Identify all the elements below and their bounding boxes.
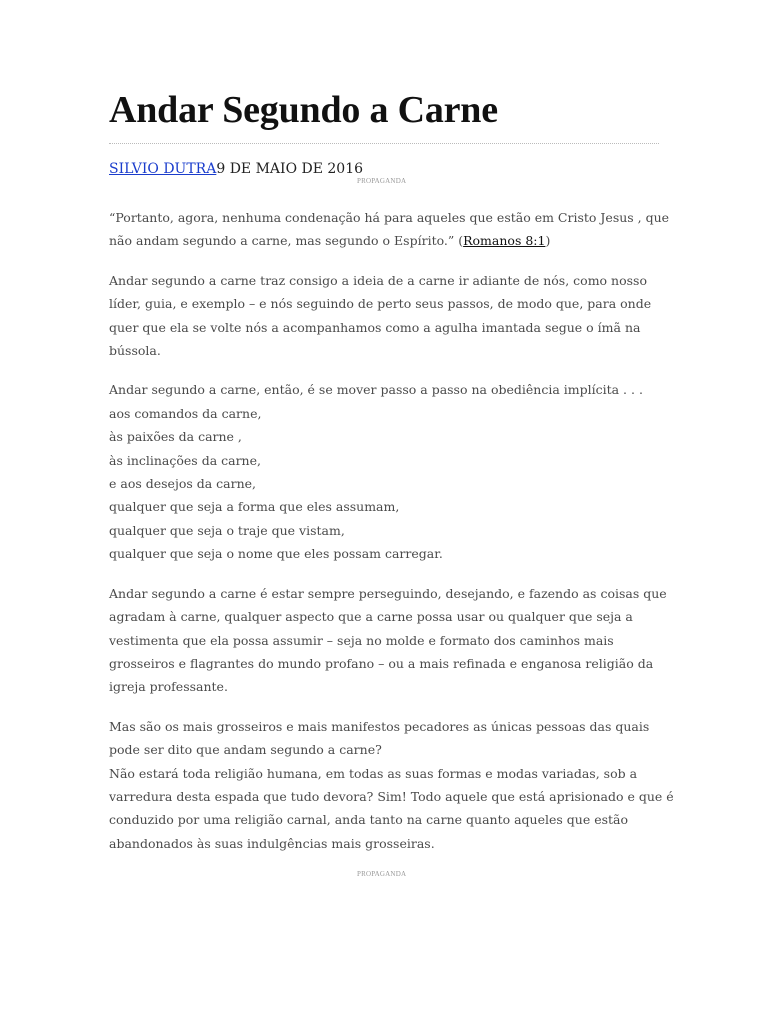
paragraph-4 bbox=[109, 582, 669, 699]
paragraph-line: Não estará toda religião humana, em todas as suas formas e modas variadas, sob a bbox=[109, 765, 638, 781]
paragraph-line: às inclinações da carne, bbox=[109, 452, 261, 468]
paragraph-line: “Portanto, agora, nenhuma condenação há para aqueles que estão em Cristo Jesus , que bbox=[109, 210, 670, 225]
paragraph-line: grosseiros e flagrantes do mundo profano – ou a mais refinada e enganosa religião da bbox=[109, 655, 654, 671]
article-title: Andar Segundo a Carne bbox=[109, 89, 498, 131]
paragraph-line: varredura desta espada que tudo devora? Sim! Todo aquele que está aprisionado e que é bbox=[109, 788, 674, 804]
paragraph-line: conduzido por uma religião carnal, anda tanto na carne quanto aqueles que estão bbox=[109, 812, 629, 828]
article-meta bbox=[109, 159, 363, 179]
paragraph-line: aos comandos da carne, bbox=[109, 405, 262, 421]
paragraph-line: pode ser dito que andam segundo a carne? bbox=[109, 742, 382, 758]
paragraph-line: Mas são os mais grosseiros e mais manifestos pecadores as únicas pessoas das quais bbox=[109, 718, 650, 734]
ad-label-top: PROPAGANDA bbox=[357, 177, 407, 185]
paragraph-line: abandonados às suas indulgências mais grosseiras. bbox=[109, 835, 435, 851]
quote-text: não andam segundo a carne, mas segundo o Espírito.” ( bbox=[109, 233, 464, 249]
paragraph-5 bbox=[109, 715, 674, 855]
paragraph-line: vestimenta que ela possa assumir – seja no molde e formato dos caminhos mais bbox=[109, 632, 614, 648]
paragraph-line: às paixões da carne , bbox=[109, 429, 242, 445]
paragraph-line: quer que ela se volte nós a acompanhamos como a agulha imantada segue o ímã na bbox=[109, 319, 641, 335]
paragraph-line: qualquer que seja a forma que eles assumam, bbox=[109, 499, 400, 515]
paragraph-line: qualquer que seja o nome que eles possam carregar. bbox=[109, 546, 443, 562]
paragraph-line bbox=[109, 229, 669, 252]
paragraph-line: agradam à carne, qualquer aspecto que a carne possa usar ou qualquer que seja a bbox=[109, 609, 633, 625]
ad-label-bottom: PROPAGANDA bbox=[357, 870, 407, 878]
paragraph-line: bússola. bbox=[109, 343, 161, 359]
paragraph-line: Andar segundo a carne é estar sempre perseguindo, desejando, e fazendo as coisas que bbox=[109, 585, 667, 601]
title-divider bbox=[109, 143, 659, 144]
paragraph-line: igreja professante. bbox=[109, 679, 228, 695]
publish-date: 9 DE MAIO DE 2016 bbox=[216, 161, 364, 177]
closing-paren: ) bbox=[545, 233, 551, 249]
paragraph-line: qualquer que seja o traje que vistam, bbox=[109, 522, 345, 538]
article-body bbox=[109, 206, 674, 871]
paragraph-line: Andar segundo a carne, então, é se mover passo a passo na obediência implícita . . . bbox=[109, 382, 643, 398]
author-link[interactable]: SILVIO DUTRA bbox=[109, 161, 217, 177]
paragraph-line: Andar segundo a carne traz consigo a ideia de a carne ir adiante de nós, como nosso bbox=[109, 272, 647, 288]
paragraph-1 bbox=[109, 206, 669, 253]
scripture-reference-link[interactable]: Romanos 8:1 bbox=[463, 233, 546, 249]
paragraph-3 bbox=[109, 378, 669, 565]
paragraph-2 bbox=[109, 269, 669, 363]
paragraph-line: e aos desejos da carne, bbox=[109, 476, 257, 492]
paragraph-line: líder, guia, e exemplo – e nós seguindo de perto seus passos, de modo que, para onde bbox=[109, 296, 652, 312]
